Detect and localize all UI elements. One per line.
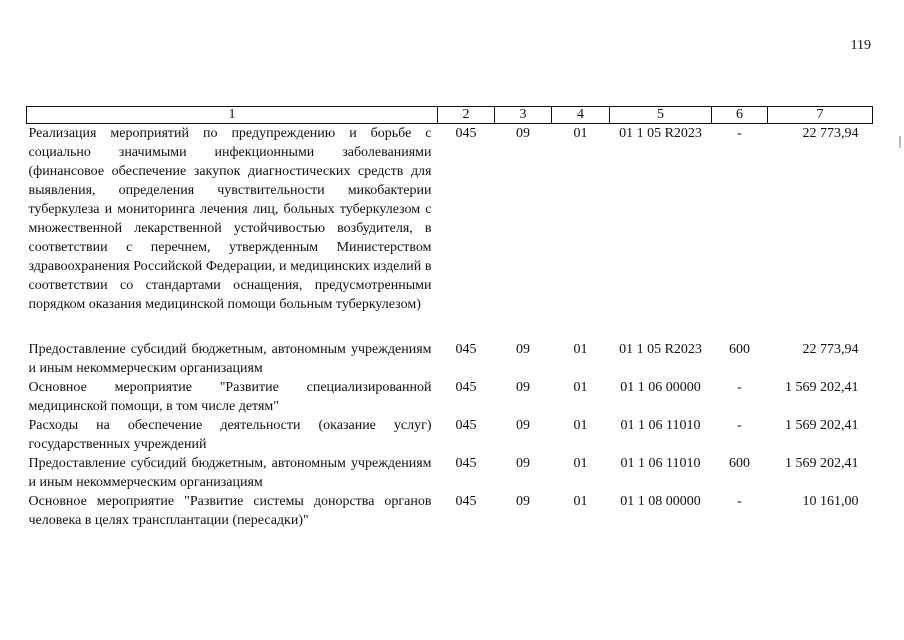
page-number: 119: [850, 38, 871, 53]
row-description: Основное мероприятие "Развитие системы донорства органов человека в целях трансплантации (пересадки)": [28, 494, 432, 528]
row-expense-type: 600: [729, 456, 750, 471]
row-ministry-code: 045: [455, 342, 477, 357]
row-subsection-code: 01: [573, 494, 588, 509]
row-section-code: 09: [516, 456, 530, 471]
row-ministry-code: 045: [455, 418, 477, 433]
row-expense-type: -: [737, 494, 742, 509]
row-target-article: 01 1 06 00000: [620, 380, 701, 395]
row-ministry-code: 045: [455, 126, 477, 141]
row-section-code: 09: [516, 126, 530, 141]
table-row: [27, 416, 873, 454]
row-expense-type: 600: [729, 342, 750, 357]
row-subsection-code: 01: [573, 342, 588, 357]
row-target-article: 01 1 08 00000: [620, 494, 701, 509]
row-ministry-code: 045: [455, 456, 477, 471]
row-section-code: 09: [516, 494, 530, 509]
row-target-article: 01 1 05 R2023: [619, 126, 702, 141]
table-row: [27, 454, 873, 492]
header-col-6: 6: [712, 107, 768, 124]
row-description: Основное мероприятие "Развитие специализированной медицинской помощи, в том числе детям": [28, 380, 432, 414]
row-description: Предоставление субсидий бюджетным, автономным учреждениям и иным некоммерческим организациям: [28, 342, 432, 376]
row-amount: 1 569 202,41: [785, 456, 859, 471]
row-expense-type: -: [737, 418, 742, 433]
table-body: [27, 124, 873, 531]
table-row: [27, 378, 873, 416]
budget-table: [26, 106, 873, 530]
header-col-1: 1: [27, 107, 438, 124]
row-ministry-code: 045: [455, 380, 477, 395]
row-expense-type: -: [737, 126, 742, 141]
table-row: [27, 492, 873, 530]
row-section-code: 09: [516, 342, 530, 357]
row-target-article: 01 1 05 R2023: [619, 342, 702, 357]
row-description: Расходы на обеспечение деятельности (оказание услуг) государственных учреждений: [28, 418, 432, 452]
row-description: Реализация мероприятий по предупреждению и борьбе с социально значимыми инфекционными заболеваниями (финансовое обеспечение закупок диагностических средств для выявления, определения чувствительности микобактерии туберкулеза и мониторинга лечения лиц, больных туберкулезом с множественной лекарственной устойчивостью возбудителя, в соответствии с перечнем, утвержденным Министерством здравоохранения Российской Федерации, и медицинских изделий в соответствии со стандартами оснащения, предусмотренными порядком оказания медицинской помощи больным туберкулезом): [28, 126, 432, 312]
row-amount: 1 569 202,41: [785, 418, 859, 433]
row-amount: 22 773,94: [802, 342, 859, 357]
row-section-code: 09: [516, 380, 530, 395]
header-col-7: 7: [768, 107, 873, 124]
row-subsection-code: 01: [573, 380, 588, 395]
table-row: [27, 124, 873, 341]
table-row: [27, 340, 873, 378]
header-col-2: 2: [438, 107, 495, 124]
row-target-article: 01 1 06 11010: [620, 418, 701, 433]
row-description: Предоставление субсидий бюджетным, автономным учреждениям и иным некоммерческим организациям: [28, 456, 432, 490]
header-col-3: 3: [495, 107, 552, 124]
row-section-code: 09: [516, 418, 530, 433]
row-ministry-code: 045: [455, 494, 477, 509]
row-target-article: 01 1 06 11010: [620, 456, 701, 471]
row-amount: 1 569 202,41: [785, 380, 859, 395]
row-expense-type: -: [737, 380, 742, 395]
row-subsection-code: 01: [573, 418, 588, 433]
row-subsection-code: 01: [573, 126, 588, 141]
header-col-4: 4: [552, 107, 610, 124]
header-row: [27, 107, 873, 124]
row-amount: 22 773,94: [802, 126, 859, 141]
header-col-5: 5: [610, 107, 712, 124]
table-header: [27, 107, 873, 124]
row-subsection-code: 01: [573, 456, 588, 471]
margin-mark: [899, 136, 901, 148]
row-amount: 10 161,00: [802, 494, 859, 509]
